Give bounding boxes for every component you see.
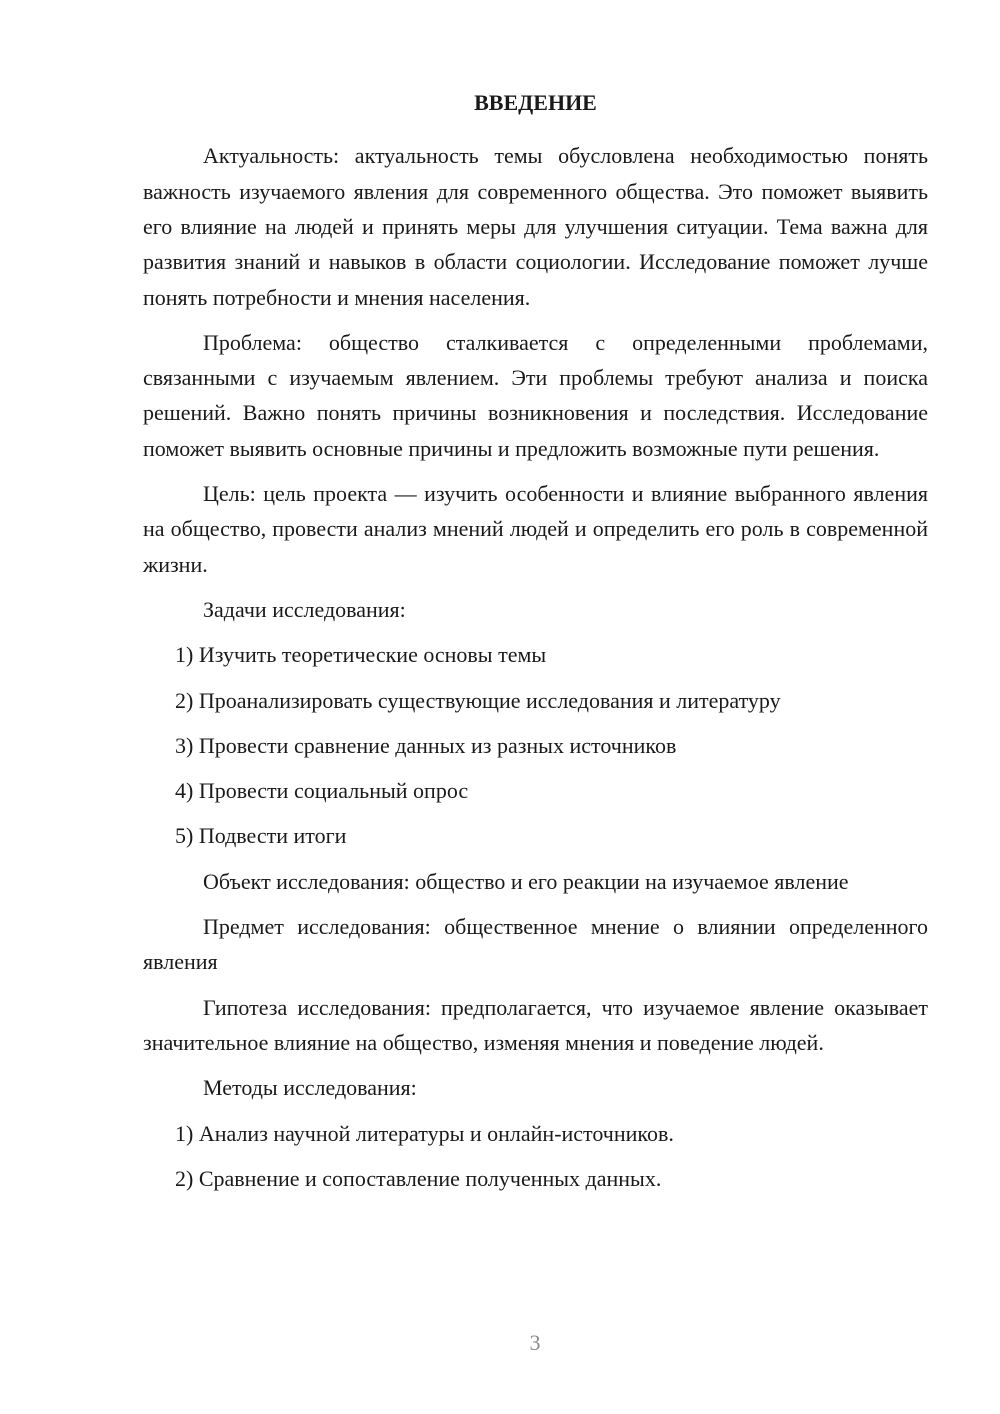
tasks-heading: Задачи исследования:	[203, 596, 406, 622]
object-paragraph: Объект исследования: общество и его реакции на изучаемое явление	[203, 868, 849, 894]
goal-paragraph: Цель: цель проекта — изучить особенности и влияние выбранного явления на общество, провести анализ мнений людей и определить его роль в современной жизни.	[143, 481, 928, 577]
list-item: 1) Изучить теоретические основы темы	[175, 642, 547, 668]
list-item: 2) Сравнение и сопоставление полученных данных.	[175, 1165, 662, 1191]
tasks-list	[143, 637, 928, 853]
list-item: 3) Провести сравнение данных из разных источников	[175, 732, 677, 758]
list-item: 5) Подвести итоги	[175, 823, 347, 849]
list-item: 1) Анализ научной литературы и онлайн-источников.	[175, 1120, 674, 1146]
problem-paragraph: Проблема: общество сталкивается с определенными проблемами, связанными с изучаемым явлением. Эти проблемы требуют анализа и поиска решений. Важно понять причины возникновения и последствия. Исследование поможет выявить основные причины и предложить возможные пути решения.	[143, 329, 928, 461]
page-number: 3	[529, 1330, 541, 1355]
document-page	[143, 90, 928, 1206]
methods-heading: Методы исследования:	[203, 1075, 417, 1101]
relevance-paragraph: Актуальность: актуальность темы обусловлена необходимостью понять важность изучаемого явления для современного общества. Это поможет выявить его влияние на людей и принять меры для улучшения ситуации. Тема важна для развития знаний и навыков в области социологии. Исследование поможет лучше понять потребности и мнения населения.	[143, 143, 928, 310]
list-item: 4) Провести социальный опрос	[175, 778, 469, 804]
subject-paragraph: Предмет исследования: общественное мнение о влиянии определенного явления	[143, 914, 928, 975]
hypothesis-paragraph: Гипотеза исследования: предполагается, что изучаемое явление оказывает значительное влияние на общество, изменяя мнения и поведение людей.	[143, 994, 928, 1055]
list-item: 2) Проанализировать существующие исследования и литературу	[175, 687, 781, 713]
page-title: ВВЕДЕНИЕ	[474, 90, 597, 115]
methods-list	[143, 1116, 928, 1197]
